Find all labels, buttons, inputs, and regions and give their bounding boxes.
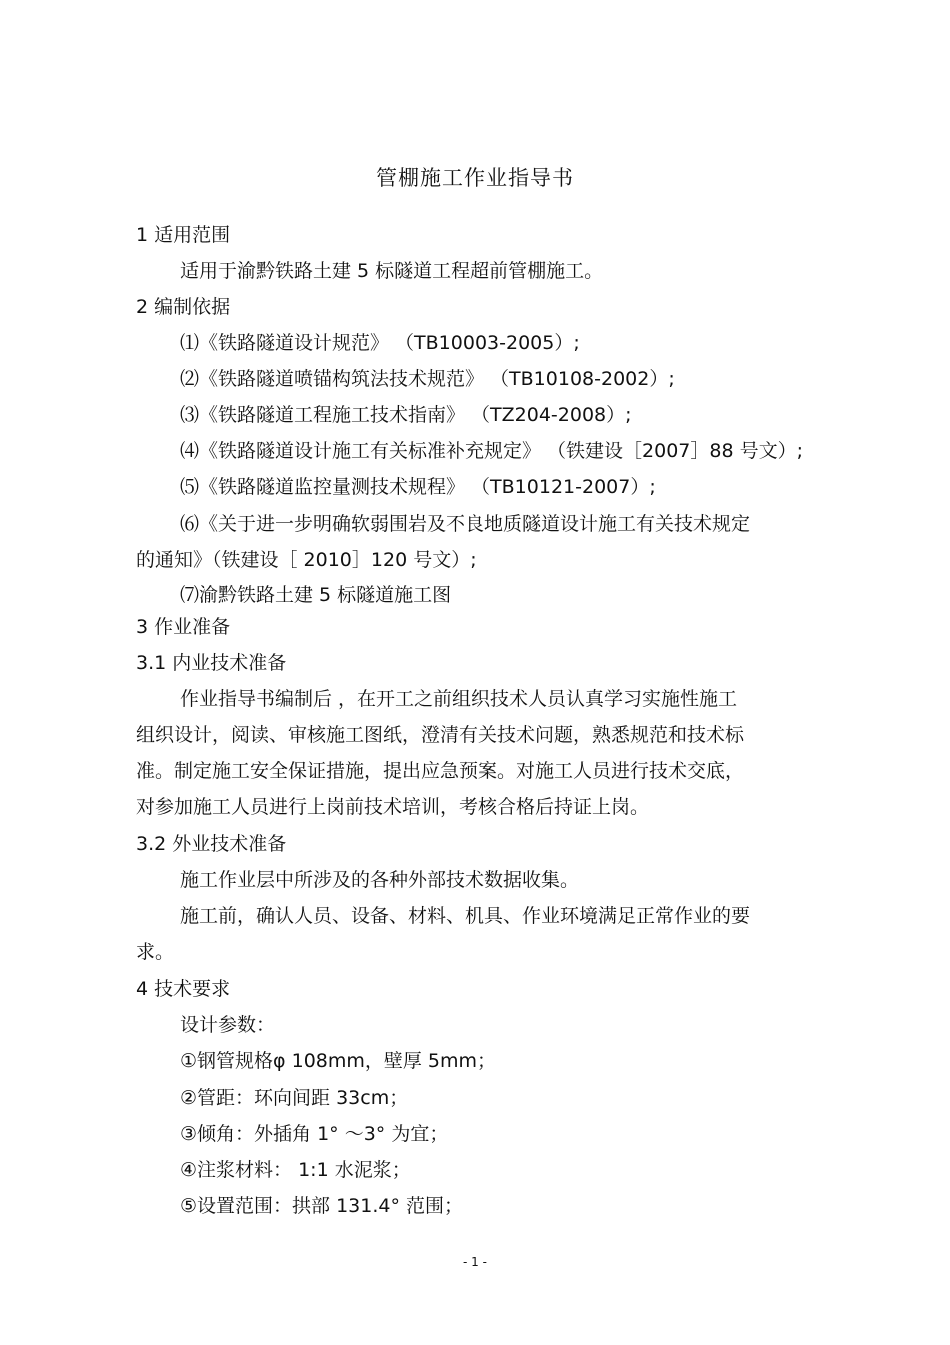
basis-item-7: ⑺渝黔铁路土建 5 标隧道施工图 bbox=[180, 584, 452, 606]
subsection-heading-external: 3.2 外业技术准备 bbox=[136, 833, 287, 855]
paragraph-external-1: 施工作业层中所涉及的各种外部技术数据收集。 bbox=[180, 869, 580, 891]
basis-item-5: ⑸《铁路隧道监控量测技术规程》 （TB10121-2007）; bbox=[180, 476, 656, 498]
paragraph-internal-line-4: 对参加施工人员进行上岗前技术培训，考核合格后持证上岗。 bbox=[136, 796, 650, 818]
section-heading-scope: 1 适用范围 bbox=[136, 224, 231, 246]
parameter-item-2: ②管距：环向间距 33cm； bbox=[180, 1087, 409, 1109]
paragraph-internal-line-2: 组织设计，阅读、审核施工图纸，澄清有关技术问题，熟悉规范和技术标 bbox=[136, 724, 745, 746]
design-parameters-label: 设计参数： bbox=[180, 1014, 276, 1036]
parameter-item-3: ③倾角：外插角 1° ～3° 为宜； bbox=[180, 1123, 449, 1145]
section-heading-technical: 4 技术要求 bbox=[136, 978, 231, 1000]
basis-item-6: ⑹《关于进一步明确软弱围岩及不良地质隧道设计施工有关技术规定 bbox=[180, 513, 751, 535]
parameter-item-1: ①钢管规格φ 108mm，壁厚 5mm； bbox=[180, 1050, 497, 1072]
basis-item-2: ⑵《铁路隧道喷锚构筑法技术规范》 （TB10108-2002）; bbox=[180, 368, 675, 390]
page-number: - 1 - bbox=[463, 1255, 487, 1269]
section-heading-basis: 2 编制依据 bbox=[136, 296, 231, 318]
parameter-item-5: ⑤设置范围：拱部 131.4° 范围； bbox=[180, 1195, 464, 1217]
paragraph-internal-line-3: 准。制定施工安全保证措施，提出应急预案。对施工人员进行技术交底， bbox=[136, 760, 745, 782]
basis-item-3: ⑶《铁路隧道工程施工技术指南》 （TZ204-2008）; bbox=[180, 404, 632, 426]
basis-item-4: ⑷《铁路隧道设计施工有关标准补充规定》 （铁建设［2007］88 号文）; bbox=[180, 440, 804, 462]
page-title: 管棚施工作业指导书 bbox=[376, 166, 574, 190]
paragraph-scope: 适用于渝黔铁路土建 5 标隧道工程超前管棚施工。 bbox=[180, 260, 604, 282]
paragraph-external-2-line-2: 求。 bbox=[136, 941, 175, 963]
subsection-heading-internal: 3.1 内业技术准备 bbox=[136, 652, 287, 674]
paragraph-external-2-line-1: 施工前，确认人员、设备、材料、机具、作业环境满足正常作业的要 bbox=[180, 905, 751, 927]
section-heading-preparation: 3 作业准备 bbox=[136, 616, 231, 638]
paragraph-internal-line-1: 作业指导书编制后 ，在开工之前组织技术人员认真学习实施性施工 bbox=[180, 688, 738, 710]
parameter-item-4: ④注浆材料： 1:1 水泥浆； bbox=[180, 1159, 411, 1181]
basis-item-6-continued: 的通知》（铁建设［ 2010］120 号文）; bbox=[136, 549, 477, 571]
basis-item-1: ⑴《铁路隧道设计规范》 （TB10003-2005）; bbox=[180, 332, 580, 354]
